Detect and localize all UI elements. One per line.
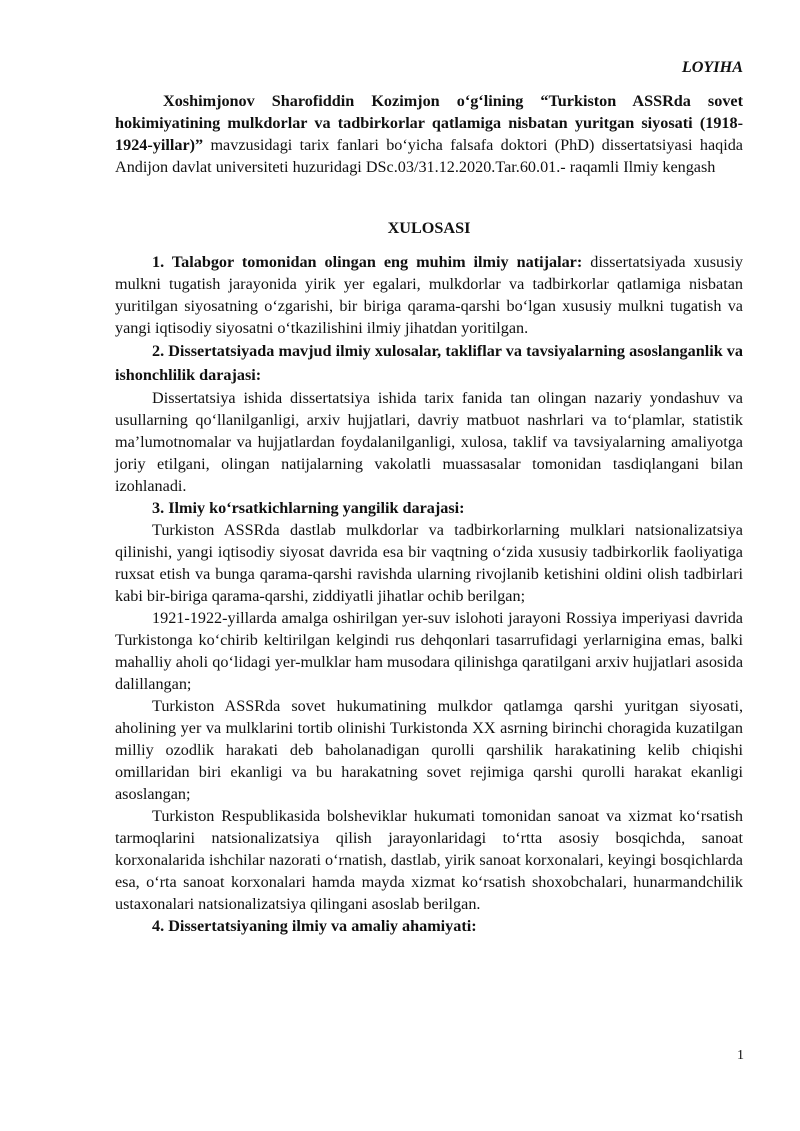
intro-paragraph xyxy=(115,90,743,178)
intro-bold-text: Xoshimjonov Sharofiddin Kozimjon oʻgʻlining “Turkiston ASSRda sovet hokimiyatining mulkdorlar va tadbirkorlar qatlamiga nisbatan yuritgan siyosati (1918-1924-yillar)” xyxy=(115,92,743,154)
section-1-text: dissertatsiyada xususiy mulkni tugatish jarayonida yirik yer egalari, mulkdorlar va tadbirkorlar qatlamiga nisbatan yuritilgan siyosatning oʻzgarishi, bir biriga qarama-qarshi boʻlgan xususiy mulkni tugatish va yangi iqtisodiy siyosatni oʻtkazilishini ilmiy jihatdan yoritilgan. xyxy=(115,253,743,337)
section-4-heading: 4. Dissertatsiyaning ilmiy va amaliy ahamiyati: xyxy=(152,917,477,935)
section-3-paragraph: Turkiston Respublikasida bolsheviklar hukumati tomonidan sanoat va xizmat koʻrsatish tarmoqlarini natsionalizatsiya qilish jarayonlaridagi toʻrtta asosiy bosqichda, sanoat korxonalarida ishchilar nazorati oʻrnatish, dastlab, yirik sanoat korxonalari, keyingi bosqichlarda esa, oʻrta sanoat korxonalari hamda mayda xizmat koʻrsatish shoxobchalari, hunarmandchilik ustaxonalari natsionalizatsiya qilingani asoslab berilgan. xyxy=(115,807,743,913)
section-1-paragraph xyxy=(115,251,743,339)
section-2-heading: 2. Dissertatsiyada mavjud ilmiy xulosalar, takliflar va tavsiyalarning asoslanganlik va ishonchlilik darajasi: xyxy=(115,342,743,384)
document-page xyxy=(115,56,743,937)
section-3-paragraph: Turkiston ASSRda dastlab mulkdorlar va tadbirkorlarning mulklari natsionalizatsiya qilinishi, yangi iqtisodiy siyosat davrida esa bir vaqtning oʻzida xususiy tadbirkorlik faoliyatiga ruxsat etish va bunga qarama-qarshi ravishda ularning rivojlanib ketishini oldini olish tadbirlari kabi bir-biriga qarama-qarshi, ziddiyatli jihatlar ochib berilgan; xyxy=(115,521,743,605)
section-2-paragraph: Dissertatsiya ishida dissertatsiya ishida tarix fanida tan olingan nazariy yondashuv va usullarning qoʻllanilganligi, arxiv hujjatlari, davriy matbuot nashrlari va toʻplamlar, statistik maʼlumotnomalar va hujjatlardan foydalanilganligi, xulosa, taklif va tavsiyalarning amaliyotga joriy etilgani, olingan natijalarning vakolatli muassasalar tomonidan tasdiqlangani bilan izohlanadi. xyxy=(115,389,743,495)
page-number: 1 xyxy=(737,1048,744,1063)
section-3-heading: 3. Ilmiy koʻrsatkichlarning yangilik darajasi: xyxy=(152,499,465,517)
section-3-paragraph: 1921-1922-yillarda amalga oshirilgan yer-suv islohoti jarayoni Rossiya imperiyasi davrida Turkistonga koʻchirib keltirilgan kelgindi rus dehqonlari tasarrufidagi yerlarnigina emas, balki mahalliy aholi qoʻlidagi yer-mulklar ham musodara qilinishga qaratilgani arxiv hujjatlari asosida dalillangan; xyxy=(115,609,743,693)
document-title: XULOSASI xyxy=(387,219,471,237)
draft-label: LOYIHA xyxy=(681,58,743,76)
section-1-heading: 1. Talabgor tomonidan olingan eng muhim ilmiy natijalar: xyxy=(152,253,583,271)
intro-text: mavzusidagi tarix fanlari boʻyicha falsafa doktori (PhD) dissertatsiyasi haqida Andijon davlat universiteti huzuridagi DSc.03/31.12.2020.Tar.60.01.- raqamli Ilmiy kengash xyxy=(115,136,743,176)
section-3-paragraph: Turkiston ASSRda sovet hukumatining mulkdor qatlamga qarshi yuritgan siyosati, aholining yer va mulklarini tortib olinishi Turkistonda XX asrning birinchi choragida kuzatilgan milliy ozodlik harakati deb baholanadigan qurolli qarshilik harakatining kelib chiqishi omillaridan biri ekanligi va bu harakatning sovet rejimiga qarshi qurolli harakat ekanligi asoslangan; xyxy=(115,697,743,803)
